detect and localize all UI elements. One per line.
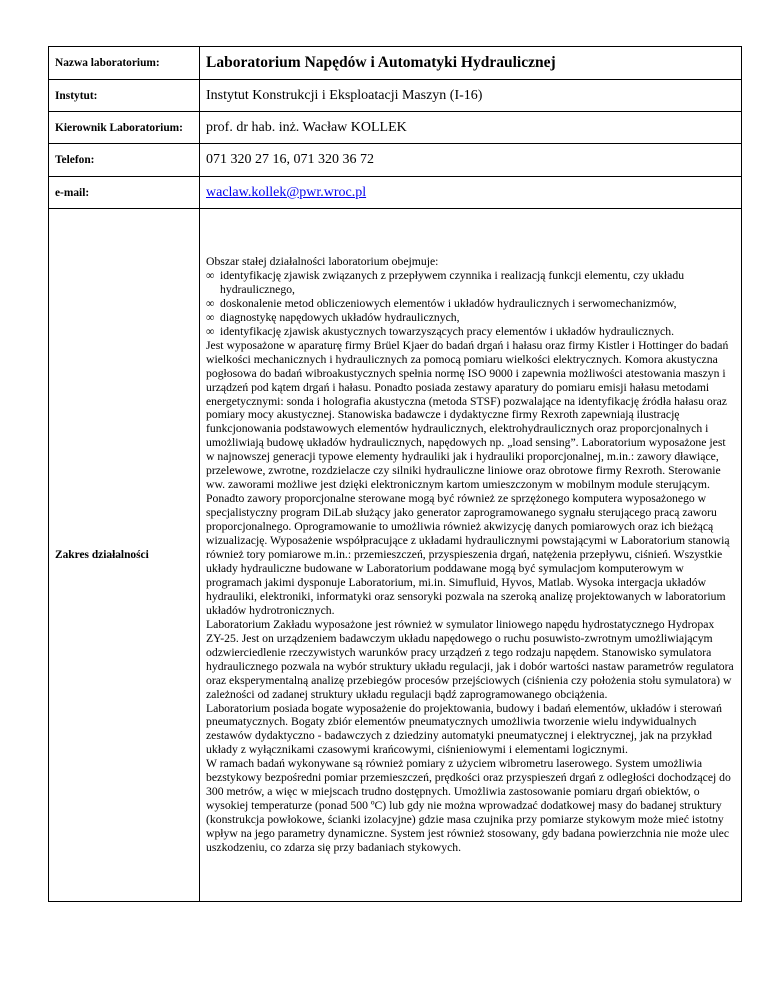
scope-paragraph-simulator: Laboratorium Zakładu wyposażone jest również w symulator liniowego napędu hydrostatycznego Hydropax ZY-25. Jest on urządzeniem badawczym układu napędowego o ruchu posuwisto-zwrotnym umożliwiającym odzwierciedlenie rzeczywistych warunków pracy urządzeń z tego rodzaju napędem. Stanowisko symulatora hydraulicznego pozwala na wybór struktury układu regulacji, jak i dobór wartości nastaw parametrów regulatora oraz eksperymentalną analizę przebiegów procesów przejściowych (ciśnienia czy położenia stołu symulatora) w zależności od zadanej struktury układu regulacji bądź zaprogramowanego obciążenia. bbox=[206, 617, 734, 701]
row-lab-name bbox=[49, 47, 742, 80]
email-link[interactable]: waclaw.kollek@pwr.wroc.pl bbox=[206, 184, 367, 200]
email-label: e-mail: bbox=[49, 177, 200, 209]
lab-name-label: Nazwa laboratorium: bbox=[49, 47, 200, 80]
phone-label: Telefon: bbox=[49, 144, 200, 177]
scope-paragraph-vibrometer: W ramach badań wykonywane są również pomiary z użyciem wibrometru laserowego. System umożliwia bezstykowy bezpośredni pomiar przemieszczeń, prędkości oraz przyspieszeń drgań z odległości dochodzącej do 300 metrów, a więc w miejscach trudno dostępnych. Umożliwia zastosowanie pomiaru drgań obiektów, o wysokiej temperaturze (ponad 500 ºC) lub gdy nie można wprowadzać dodatkowej masy do badanej struktury (konstrukcja powłokowe, ścianki izolacyjne) gdzie masa czujnika przy pomiarze stykowym może mieć istotny wpływ na jego parametry dynamiczne. System jest również stosowany, gdy badana powierzchnia nie może ulec uszkodzeniu, co zdarza się przy badaniach stykowych. bbox=[206, 757, 731, 855]
bullet-infinity-icon: ∞ bbox=[206, 310, 215, 324]
bullet-infinity-icon: ∞ bbox=[206, 268, 215, 282]
scope-paragraph-equipment: Jest wyposażone w aparaturę firmy Brüel Kjaer do badań drgań i hałasu oraz firmy Kistler i Hottinger do badań wielkości mechanicznych i hydraulicznych za pomocą pomiaru wielkości elektrycznych. Komora akustyczna pogłosowa do badań wibroakustycznych spełnia normę ISO 9000 i zapewnia możliwości atestowania maszyn i urządzeń pod kątem drgań i hałasu. Ponadto posiada zestawy aparatury do pomiaru emisji hałasu metodami energetycznymi: sonda i holografia akustyczna (metoda STSF) pozwalające na identyfikację źródła hałasu oraz pomiary mocy akustycznej. Stanowiska badawcze i dydaktyczne firmy Rexroth zapewniają ilustrację funkcjonowania podstawowych elementów hydraulicznych, elektrohydraulicznych oraz proporcjonalnych i umożliwiają budowę układów hydraulicznych, napędowych np. „load sensing”. Laboratorium wyposażone jest w najnowszej generacji typowe elementy hydrauliki jak i hydrauliki proporcjonalnej, m.in.: zawory dławiące, przelewowe, zwrotne, rozdzielacze czy silniki hydrauliczne liniowe oraz obrotowe firmy Rexroth. Sterowanie ww. zaworami możliwe jest dzięki elektronicznym kartom umieszczonym w mobilnym module sterującym. Ponadto zawory proporcjonalne sterowane mogą być również ze sprzężonego komputera wyposażonego w specjalistyczny program DiLab służący jako generator zaprogramowanego sygnału sterującego pracą zaworu proporcjonalnego. Oprogramowanie to umożliwia również akwizycję danych pomiarowych oraz ich bieżącą wizualizację. Wyposażenie współpracujące z układami hydraulicznymi powstającymi w Laboratorium stanowią również tory pomiarowe m.in.: przemieszczeń, przyspieszenia drgań, natężenia przepływu, ciśnień. Wszystkie układy hydrauliczne budowane w Laboratorium poddawane mogą być symulacjom komputerowym w programach jakimi dysponuje Laboratorium, mi.in. Simufluid, Hyvos, Matlab. Wysoka intergacja układów hydrauliki, elektroniki, informatyki oraz sensoryki pozwala na szeroką analizę projektowanych w laboratorium układów hydrotronicznych. bbox=[206, 338, 730, 617]
lab-name-value: Laboratorium Napędów i Automatyki Hydraulicznej bbox=[200, 47, 742, 80]
list-item: ∞ identyfikację zjawisk akustycznych towarzyszących pracy elementów i układów hydraulicznych. bbox=[206, 324, 675, 338]
institute-label: Instytut: bbox=[49, 80, 200, 112]
laboratory-info-table bbox=[48, 46, 742, 902]
bullet-infinity-icon: ∞ bbox=[206, 296, 215, 310]
row-head bbox=[49, 112, 742, 144]
head-value: prof. dr hab. inż. Wacław KOLLEK bbox=[200, 112, 742, 144]
email-value bbox=[200, 177, 742, 209]
scope-content bbox=[200, 209, 742, 902]
bullet-infinity-icon: ∞ bbox=[206, 324, 215, 338]
institute-value: Instytut Konstrukcji i Eksploatacji Maszyn (I-16) bbox=[200, 80, 742, 112]
scope-bullet-list bbox=[206, 269, 735, 339]
scope-label: Zakres działalności bbox=[49, 209, 200, 902]
row-institute bbox=[49, 80, 742, 112]
row-phone bbox=[49, 144, 742, 177]
phone-value: 071 320 27 16, 071 320 36 72 bbox=[200, 144, 742, 177]
list-item: ∞ identyfikację zjawisk związanych z przepływem czynnika i realizacją funkcji elementu, czy układu hydraulicznego, bbox=[206, 268, 685, 296]
row-email bbox=[49, 177, 742, 209]
scope-paragraph-pneumatics: Laboratorium posiada bogate wyposażenie do projektowania, budowy i badań elementów, układów i sterowań pneumatycznych. Bogaty zbiór elementów pneumatycznych umożliwia tworzenie wielu indywidualnych zestawów dydaktyczno - badawczych z dziedziny automatyki pneumatycznej i elektrycznej, jak na przykład układy z wyłącznikami czasowymi krańcowymi, ciśnieniowymi i elementami logicznymi. bbox=[206, 701, 722, 757]
scope-intro: Obszar stałej działalności laboratorium obejmuje: bbox=[206, 255, 439, 268]
head-label: Kierownik Laboratorium: bbox=[49, 112, 200, 144]
list-item: ∞ doskonalenie metod obliczeniowych elementów i układów hydraulicznych i serwomechanizmów, bbox=[206, 296, 677, 310]
row-scope bbox=[49, 209, 742, 902]
list-item: ∞ diagnostykę napędowych układów hydraulicznych, bbox=[206, 310, 460, 324]
